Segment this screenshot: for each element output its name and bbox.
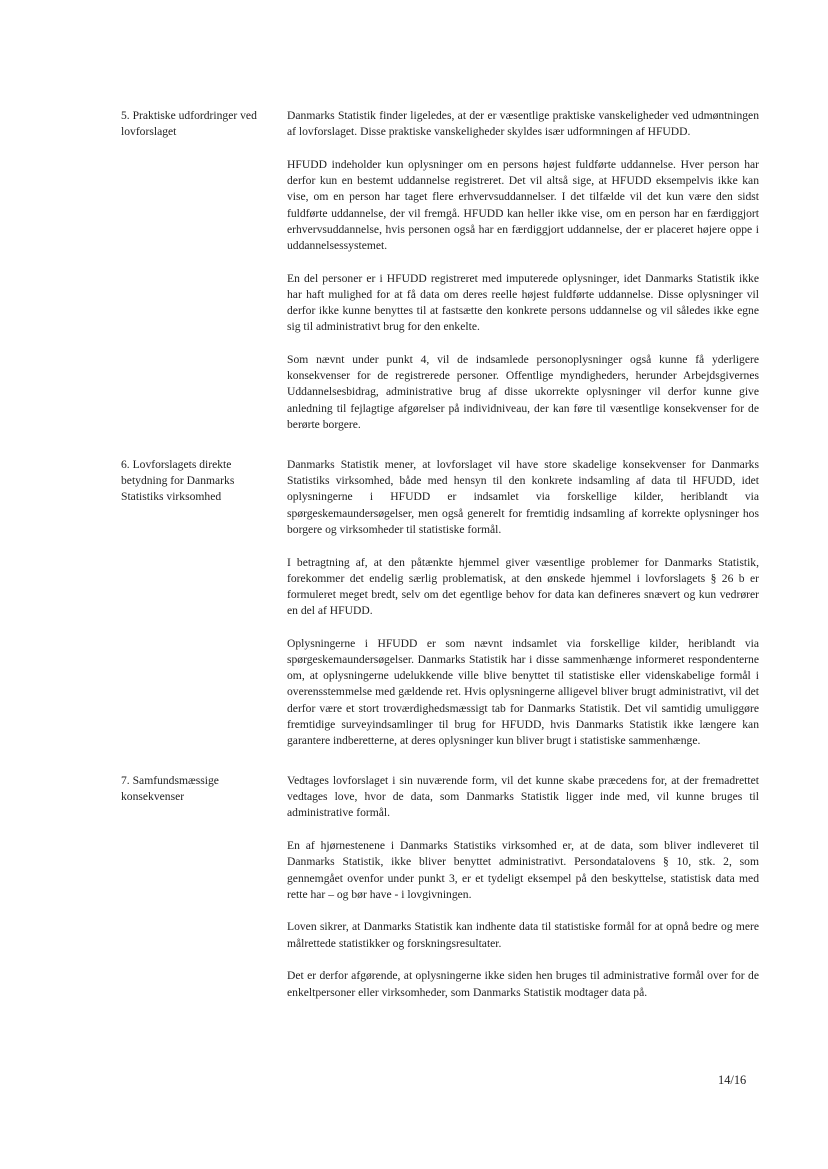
section-heading: 6. Lovforslagets direkte betydning for Danmarks Statistiks virksomhed: [121, 458, 235, 504]
page-number: 14/16: [718, 1073, 747, 1087]
paragraph: Loven sikrer, at Danmarks Statistik kan indhente data til statistiske formål for at opnå bedre og mere målrettede statistikker og forskningsresultater.: [287, 920, 759, 950]
paragraph: Oplysningerne i HFUDD er som nævnt indsamlet via forskellige kilder, heriblandt via spørgeskemaundersøgelser. Danmarks Statistik har i disse sammenhænge informeret respondenterne om, at oplysningerne udelukkende ville blive benyttet til statistiske eller videnskabelige formål i overensstemmelse med gældende ret. Hvis oplysningerne alligevel bliver brugt administrativt, vil det derfor være et stort troværdighedsmæssigt tab for Danmarks Statistik. Det vil samtidig umuliggøre fremtidige surveyindsamlinger til brug for HFUDD, hvis Danmarks Statistik ikke længere kan garantere indberetterne, at deres oplysninger kun bliver brugt i statistiske sammenhænge.: [287, 636, 759, 748]
section-body: [287, 108, 759, 449]
paragraph: Det er derfor afgørende, at oplysningerne ikke siden hen bruges til administrative formål over for de enkeltpersoner eller virksomheder, som Danmarks Statistik modtager data på.: [287, 969, 759, 999]
paragraph: En af hjørnestenene i Danmarks Statistiks virksomhed er, at de data, som bliver indleveret til Danmarks Statistik, ikke bliver benyttet administrativt. Persondatalovens § 10, stk. 2, som gennemgået ovenfor under punkt 3, er et tydeligt eksempel på den beskyttelse, statistisk data med rette har – og bør have - i lovgivningen.: [287, 839, 759, 901]
paragraph: Danmarks Statistik mener, at lovforslaget vil have store skadelige konsekvenser for Danmarks Statistiks virksomhed, både med hensyn til den konkrete indsamling af data til HFUDD, idet oplysningerne i HFUDD er indsamlet via forskellige kilder, heriblandt via spørgeskemaundersøgelser, men også generelt for fremtidig indsamling af korrekte oplysninger hos borgere og virksomheder til statistiske formål.: [287, 458, 759, 536]
section-body: [287, 457, 759, 766]
paragraph: Som nævnt under punkt 4, vil de indsamlede personoplysninger også kunne få yderligere konsekvenser for de registrerede personer. Offentlige myndigheders, herunder Arbejdsgivernes Uddannelsesbidrag, administrative brug af disse ukorrekte oplysninger vil derfor kunne give anledning til fejlagtige afgørelser på individniveau, der kan føre til væsentlige konsekvenser for de berørte borgere.: [287, 352, 759, 431]
section-heading: 5. Praktiske udfordringer ved lovforslaget: [121, 109, 257, 139]
section-heading: 7. Samfundsmæssige konsekvenser: [121, 774, 219, 804]
paragraph: En del personer er i HFUDD registreret med imputerede oplysninger, idet Danmarks Statistik ikke har haft mulighed for at få data om deres reelle højest fuldførte uddannelse. Disse oplysninger vil derfor ikke kunne benyttes til at fastsætte den konkrete persons uddannelse og vil således ikke egne sig til administrativt brug for den enkelte.: [287, 271, 759, 334]
section-body: [287, 773, 759, 1017]
paragraph: Vedtages lovforslaget i sin nuværende form, vil det kunne skabe præcedens for, at der fremadrettet vedtages love, hvor de data, som Danmarks Statistik ligger inde med, vil kunne bruges til administrative formål.: [287, 774, 759, 820]
paragraph: I betragtning af, at den påtænkte hjemmel giver væsentlige problemer for Danmarks Statistik, forekommer det endelig særlig problematisk, at den ønskede hjemmel i lovforslagets § 26 b er formuleret meget bredt, selv om det egentlige behov for data kan defineres snævert og kun vedrører en del af HFUDD.: [287, 555, 759, 618]
paragraph: HFUDD indeholder kun oplysninger om en persons højest fuldførte uddannelse. Hver person har derfor kun en bestemt uddannelse registreret. Det vil altså sige, at HFUDD eksempelvis ikke kan vise, om en person har taget flere erhvervsuddannelser. I det tilfælde vil det kun være den sidst fuldførte uddannelse, der vil fremgå. HFUDD kan heller ikke vise, om en person har en færdiggjort erhvervsuddannelse, hvis personen også har en færdiggjort uddannelse, der er placeret højere oppe i uddannelsessystemet.: [287, 157, 759, 252]
paragraph: Danmarks Statistik finder ligeledes, at der er væsentlige praktiske vanskeligheder ved udmøntningen af lovforslaget. Disse praktiske vanskeligheder skyldes især udformningen af HFUDD.: [287, 109, 759, 139]
